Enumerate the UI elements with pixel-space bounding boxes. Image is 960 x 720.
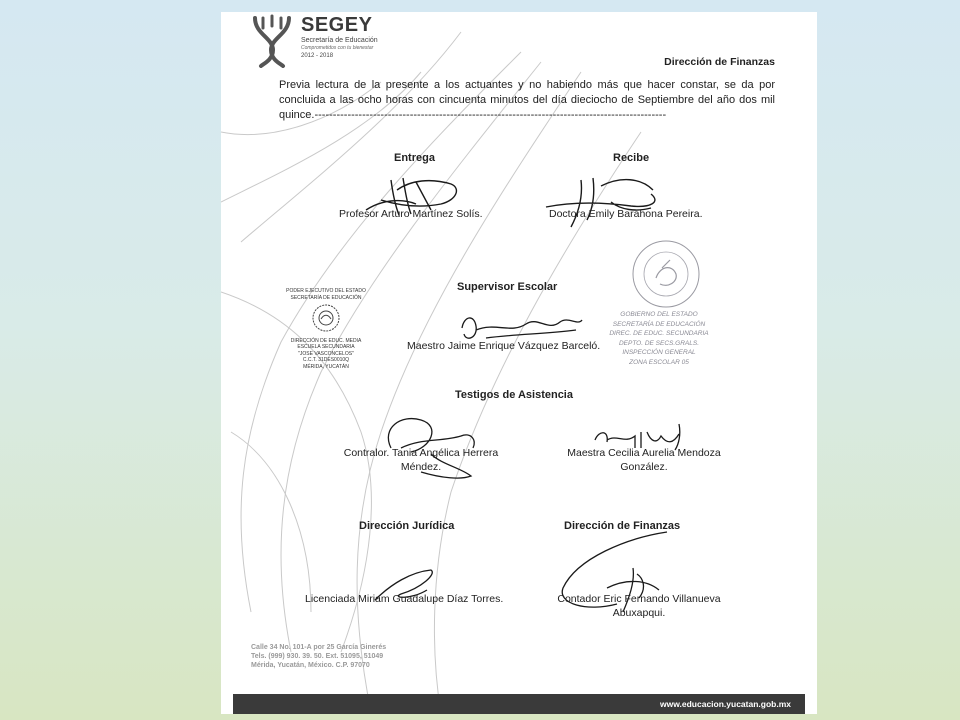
section-title-entrega: Entrega	[394, 152, 435, 164]
closing-paragraph: Previa lectura de la presente a los actuantes y no habiendo más que hacer constar, se da por concluida a las ocho horas con cincuenta minutos del día dieciocho de Septiembre del año dos mil quince.------------------------------------------------------------------------------------------------	[279, 79, 775, 121]
inspection-stamp-line: ZONA ESCOLAR 05	[629, 358, 689, 366]
school-stamp-line: DIRECCIÓN DE EDUC. MEDIA	[290, 337, 362, 344]
name-supervisor: Maestro Jaime Enrique Vázquez Barceló.	[407, 340, 601, 352]
footer-address-line: Calle 34 No. 101-A por 25 García Ginerés	[251, 644, 387, 651]
school-stamp-line: PODER EJECUTIVO DEL ESTADO	[286, 288, 366, 294]
name-finanzas	[529, 592, 749, 620]
mexico-seal-icon	[616, 238, 716, 314]
name-recibe: Doctora Emily Barahona Pereira.	[549, 208, 703, 220]
inspection-stamp-line: INSPECCIÓN GENERAL	[622, 349, 696, 356]
footer-address-line: Tels. (999) 930. 39. 50. Ext. 51095, 51049	[251, 653, 384, 660]
school-stamp-line: SECRETARÍA DE EDUCACIÓN	[290, 294, 362, 301]
name-testigo-right	[539, 446, 749, 474]
brand-name: SEGEY	[301, 14, 373, 36]
inspection-stamp-line: SECRETARÍA DE EDUCACIÓN	[612, 320, 706, 328]
footer-url[interactable]: www.educacion.yucatan.gob.mx	[660, 699, 791, 709]
document-page	[221, 12, 817, 714]
school-stamp-line: ESCUELA SECUNDARIA	[297, 344, 355, 350]
name-testigo-left	[321, 446, 521, 474]
section-title-recibe: Recibe	[613, 152, 650, 164]
name-juridica: Licenciada Miriam Guadalupe Díaz Torres.	[305, 593, 504, 605]
footer-address	[251, 643, 386, 670]
brand-block	[301, 14, 378, 60]
footer-address-line: Mérida, Yucatán, México. C.P. 97070	[251, 662, 370, 669]
inspection-stamp	[607, 310, 711, 367]
emblem-icon	[311, 303, 341, 333]
brand-years: 2012 - 2018	[301, 53, 334, 59]
school-stamp	[271, 288, 381, 370]
school-stamp-line: MÉRIDA, YUCATÁN	[303, 363, 349, 370]
section-title-testigos: Testigos de Asistencia	[455, 389, 573, 401]
name-testigo-left-line1: Contralor. Tania Angélica Herrera	[343, 447, 499, 459]
school-stamp-line: C.C.T. 31DES0010Q	[302, 357, 350, 363]
signature-recibe	[541, 172, 671, 232]
name-entrega: Profesor Arturo Martínez Solís.	[339, 208, 483, 220]
department-heading: Dirección de Finanzas	[664, 56, 775, 68]
section-title-finanzas: Dirección de Finanzas	[564, 520, 681, 532]
section-title-supervisor: Supervisor Escolar	[457, 281, 558, 293]
inspection-stamp-line: DIREC. DE EDUC. SECUNDARIA	[609, 330, 709, 337]
brand-motto: Comprometidos con tu bienestar	[301, 45, 374, 51]
name-testigo-right-line2: González.	[620, 461, 668, 473]
name-finanzas-line2: Abuxapqui.	[612, 607, 666, 619]
section-title-juridica: Dirección Jurídica	[359, 520, 455, 532]
brand-subtitle: Secretaría de Educación	[301, 37, 378, 44]
segey-logo-icon	[249, 14, 295, 68]
footer-bar	[233, 694, 805, 714]
inspection-stamp-line: GOBIERNO DEL ESTADO	[620, 311, 698, 318]
name-testigo-right-line1: Maestra Cecilia Aurelia Mendoza	[567, 447, 721, 459]
school-stamp-line: "JOSE VASCONCELOS"	[298, 350, 354, 357]
name-finanzas-line1: Contador Eric Fernando Villanueva	[557, 593, 721, 605]
inspection-stamp-line: DEPTO. DE SECS.GRALS.	[618, 339, 700, 347]
name-testigo-left-line2: Méndez.	[400, 461, 442, 473]
